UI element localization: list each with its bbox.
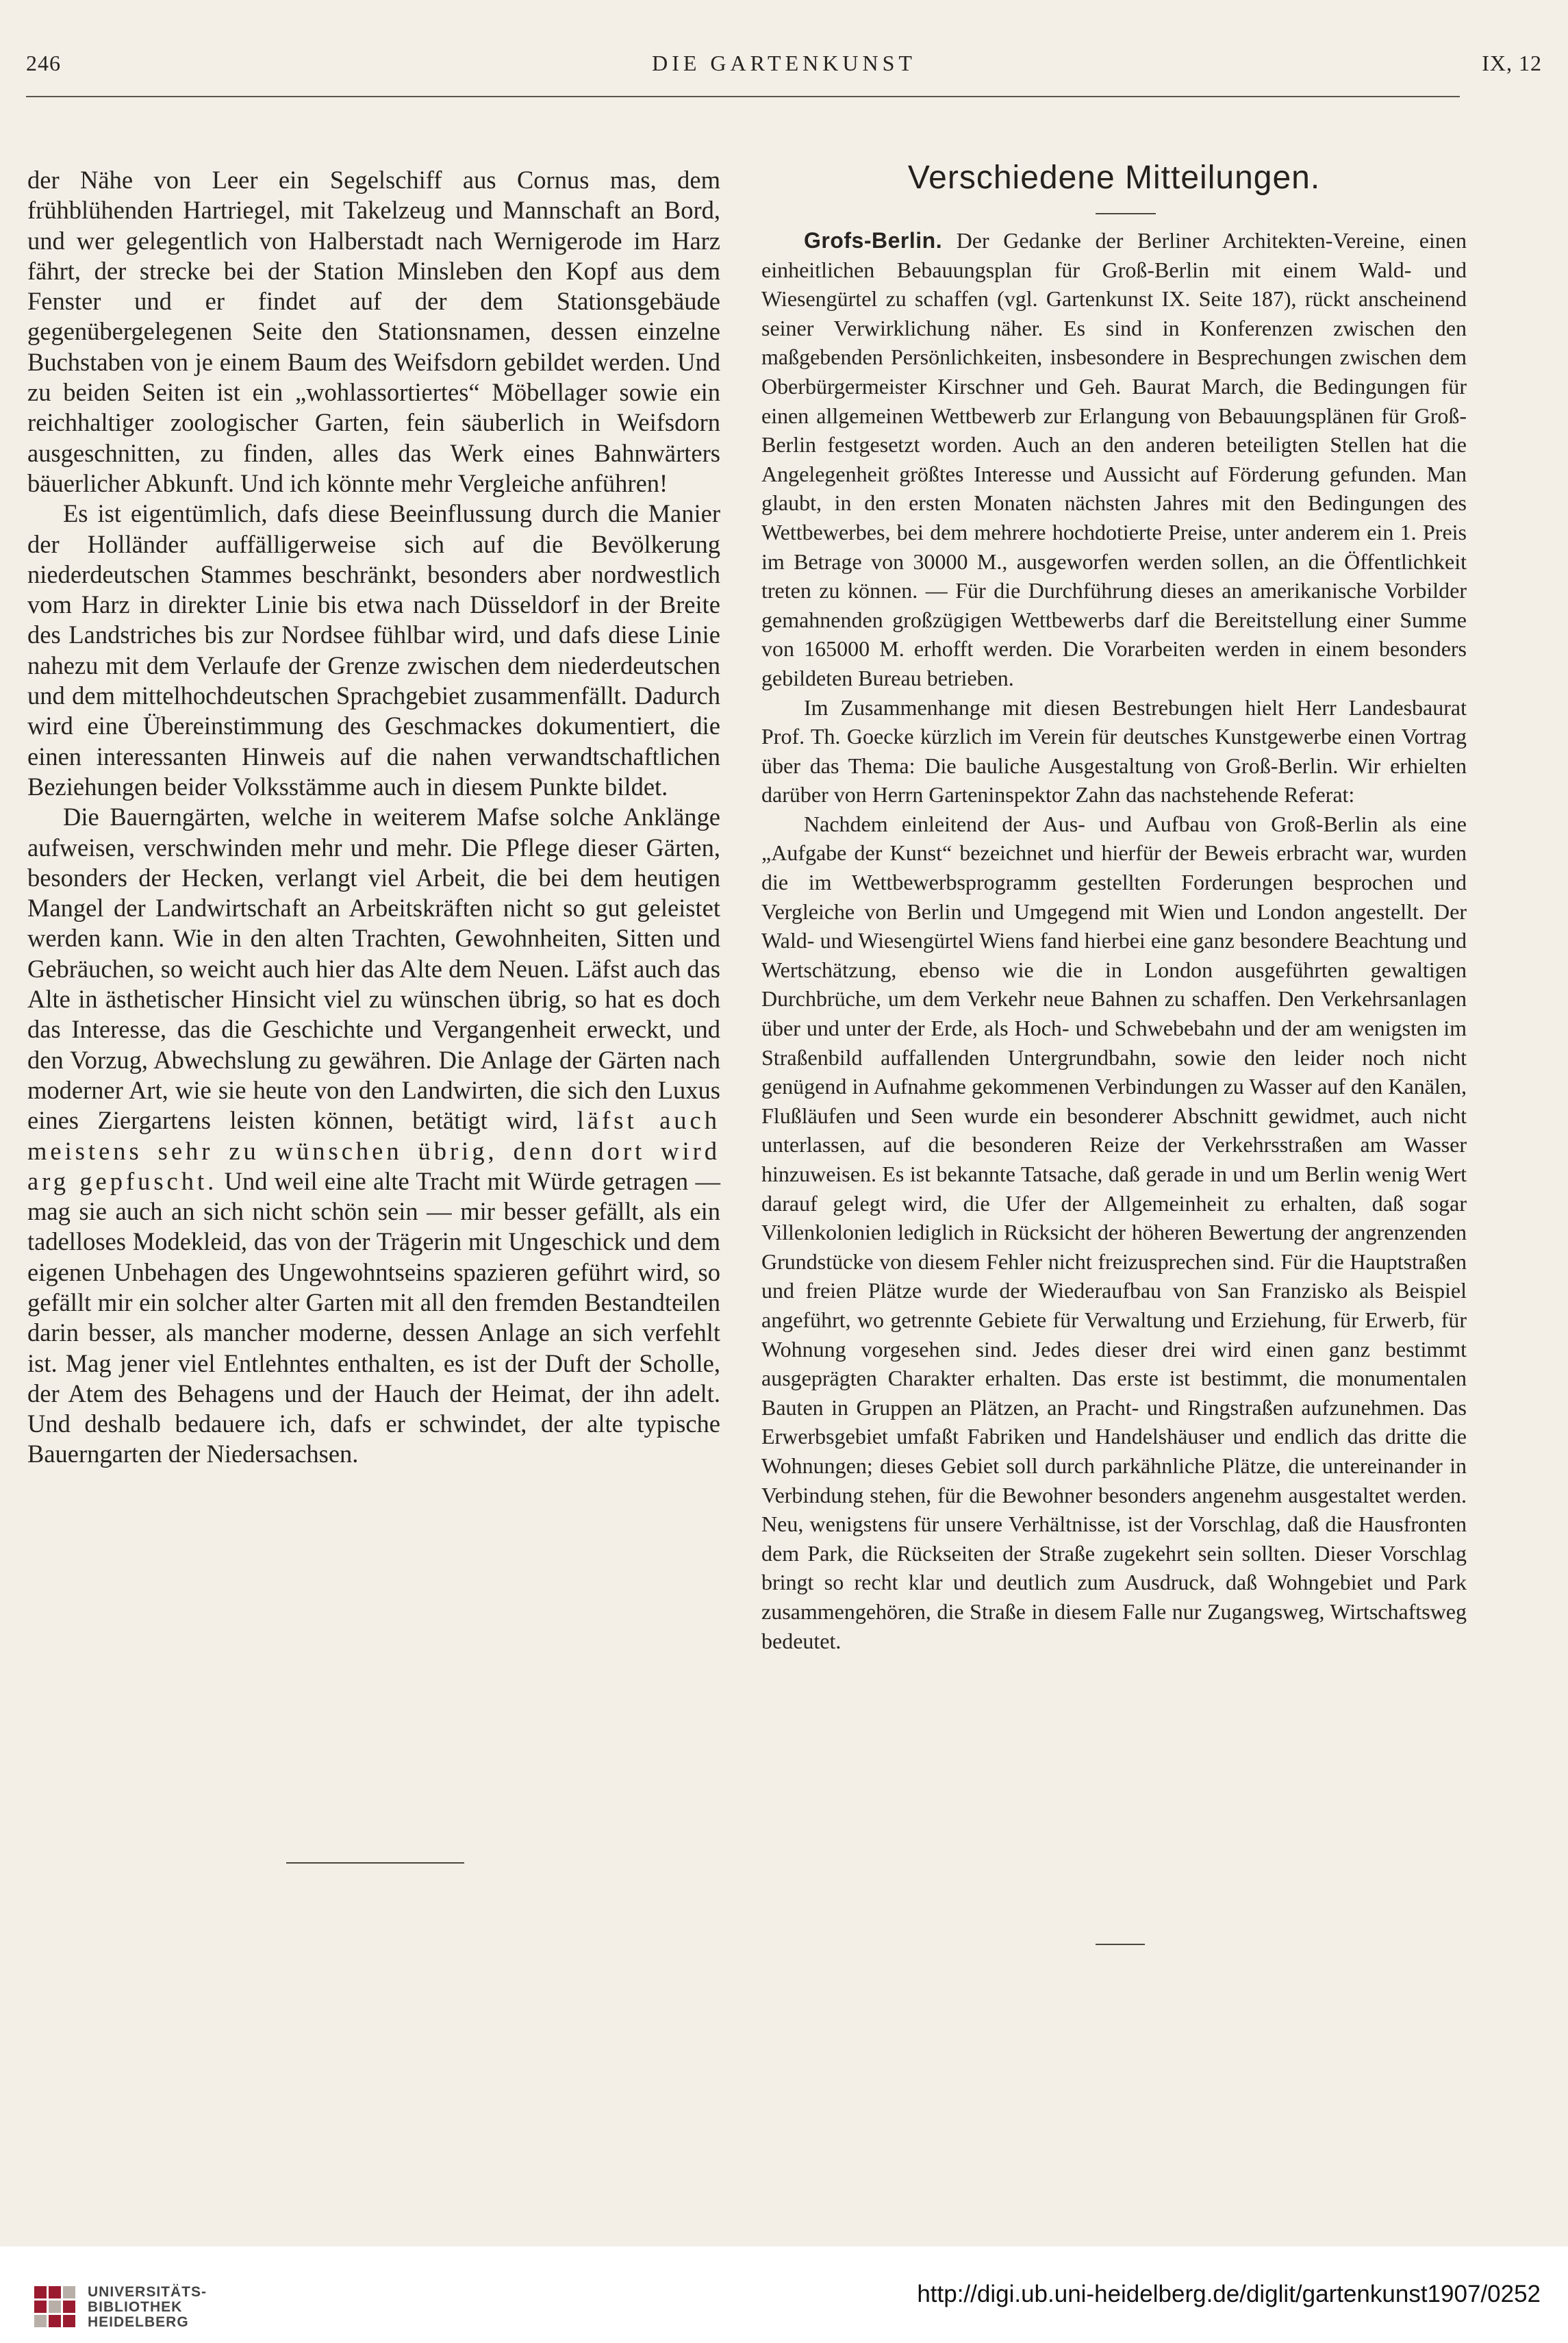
running-header bbox=[26, 51, 1542, 78]
right-paragraph-2: Im Zusammenhange mit diesen Bestrebungen hielt Herr Landesbaurat Prof. Th. Goecke kürzlich im Verein für deutsches Kunstgewerbe einen Vortrag über das Thema: Die bauliche Ausgestaltung von Groß-Berlin. Wir erhielten darüber von Herrn Garteninspektor Zahn das nachstehende Referat: bbox=[761, 694, 1467, 807]
article-end-rule bbox=[286, 1862, 464, 1864]
title-rule bbox=[1096, 213, 1156, 214]
library-name bbox=[88, 2285, 207, 2330]
left-paragraph-3-part-b: Und weil eine alte Tracht mit Würde getragen — mag sie auch an sich nicht schön sein — mir besser gefällt, als ein tadelloses Modekleid, das von der Trägerin mit Ungeschick und dem eigenen Unbehagen des Ungewohntseins spazieren geführt wird, so gefällt mir ein solcher alter Garten mit all den fremden Bestandteilen darin besser, als mancher moderne, dessen Anlage an sich verfehlt ist. Mag jener viel Entlehntes enthalten, es ist der Duft der Scholle, der Atem des Behagens und der Hauch der Heimat, der ihn adelt. Und deshalb bedauere ich, dafs er schwindet, der alte typische Bauerngarten der Niedersachsen. bbox=[27, 1166, 720, 1468]
right-paragraph-1-text: Der Gedanke der Berliner Architekten-Vereine, einen einheitlichen Bebauungsplan für Groß-Berlin mit einem Wald- und Wiesengürtel zu schaffen (vgl. Gartenkunst IX. Seite 187), rückt anscheinend seiner Verwirklichung näher. Es sind in Konferenzen zwischen den maßgebenden Persönlichkeiten, insbesondere in Besprechungen zwischen dem Oberbürgermeister Kirschner und Geh. Baurat March, die Bedingungen für einen allgemeinen Wettbewerb zur Erlangung von Bebauungsplänen für Groß-Berlin festgesetzt worden. Auch an den anderen beteiligten Stellen hat die Angelegenheit größtes Interesse und Aussicht auf Förderung gefunden. Man glaubt, in den ersten Monaten nächsten Jahres mit den Bedingungen des Wettbewerbes, bei dem mehrere hochdotierte Preise, unter anderem ein 1. Preis im Betrage von 30000 M., ausgeworfen werden sollen, an die Öffentlichkeit treten zu können. — Für die Durchführung dieses an amerikanische Vorbilder gemahnenden großzügigen Wettbewerbs darf die Bereitstellung einer Summe von 165000 M. erhofft werden. Die Vorarbeiten werden in einem besonders gebildeten Bureau betrieben. bbox=[761, 228, 1467, 690]
journal-title: DIE GARTENKUNST bbox=[652, 51, 916, 75]
library-name-line-1: UNIVERSITÄTS- bbox=[88, 2284, 207, 2300]
right-column bbox=[761, 226, 1467, 1655]
left-paragraph-2: Es ist eigentümlich, dafs diese Beeinflussung durch die Manier der Holländer auffälligerweise sich auf die Bevölkerung niederdeutschen Stammes beschränkt, besonders aber nordwestlich vom Harz in direkter Linie bis etwa nach Düsseldorf in der Breite des Landstriches bis zur Nordsee fühlbar wird, und dafs diese Linie nahezu mit dem Verlaufe der Grenze zwischen dem niederdeutschen und dem mittelhochdeutschen Sprachgebiet zusammenfällt. Dadurch wird eine Übereinstimmung des Geschmackes dokumentiert, die einen interessanten Hinweis auf die nahen verwandtschaftlichen Beziehungen beider Volksstämme auch in diesem Punkte bildet. bbox=[27, 499, 720, 801]
right-paragraph-1 bbox=[761, 226, 1467, 693]
news-heading: Grofs-Berlin. bbox=[804, 228, 943, 253]
left-paragraph-3 bbox=[27, 802, 720, 1470]
right-paragraph-3: Nachdem einleitend der Aus- und Aufbau von Groß-Berlin als eine „Aufgabe der Kunst“ bezeichnet und hierfür der Beweis erbracht war, wurden die im Wettbewerbsprogramm gestellten Forderungen besprochen und Vergleiche von Berlin und Umgegend mit Wien und London angestellt. Der Wald- und Wiesengürtel Wiens fand hierbei eine ganz besondere Beachtung und Wertschätzung, ebenso wie die in London ausgeführten gewaltigen Durchbrüche, um dem Verkehr neue Bahnen zu schaffen. Den Verkehrsanlagen über und unter der Erde, als Hoch- und Schwebebahn und der am wenigsten im Straßenbild auffallenden Untergrundbahn, sowie den leider noch nicht genügend in Aufnahme gekommenen Verbindungen zu Wasser auf den Kanälen, Flußläufen und Seen wurde ein besonderer Abschnitt gewidmet, auch nicht unterlassen, auf die besonderen Reize der Verkehrsstraßen am Wasser hinzuweisen. Es ist bekannte Tatsache, daß gerade in und um Berlin wenig Wert darauf gelegt wird, die Ufer der Allgemeinheit zu erhalten, daß sogar Villenkolonien lediglich in Rücksicht der höheren Bewertung der angrenzenden Grundstücke von diesem Fehler nicht freizusprechen sind. Für die Hauptstraßen und freien Plätze wurde der Wiederaufbau von San Franzisko als Beispiel angeführt, wo getrennte Gebiete für Verwaltung und Erziehung, für Erwerb, für Wohnung vorgesehen sind. Jedes dieser drei wird einen ganz bestimmt ausgeprägten Charakter erhalten. Das erste ist bestimmt, die monumentalen Bauten in Gruppen an Plätzen, an Pracht- und Ringstraßen aufzunehmen. Das Erwerbsgebiet umfaßt Fabriken und Handelshäuser und endlich das dritte die Wohnungen; dieses Gebiet soll durch parkähnliche Plätze, die untereinander in Verbindung stehen, für die Bewohner besonders angenehm ausgestaltet werden. Neu, wenigstens für unsere Verhältnisse, ist der Vorschlag, daß die Hausfronten dem Park, die Rückseiten der Straße zugekehrt sein sollten. Dieser Vorschlag bringt so recht klar und deutlich zum Ausdruck, daß Wohngebiet und Park zusammengehören, die Straße in diesem Falle nur Zugangsweg, Wirtschaftsweg bedeutet. bbox=[761, 811, 1467, 1653]
left-paragraph-3-part-a: Die Bauerngärten, welche in weiterem Mafse solche Anklänge aufweisen, verschwinden mehr und mehr. Die Pflege dieser Gärten, besonders der Hecken, verlangt viel Arbeit, die bei dem heutigen Mangel der Landwirtschaft an Arbeitskräften nicht so gut geleistet werden kann. Wie in den alten Trachten, Gewohnheiten, Sitten und Gebräuchen, so weicht auch hier das Alte dem Neuen. Läfst auch das Alte in ästhetischer Hinsicht viel zu wünschen übrig, so hat es doch das Interesse, das die Geschichte und Vergangenheit erweckt, und den Vorzug, Abwechslung zu gewähren. Die Anlage der Gärten nach moderner Art, wie sie heute von den Landwirten, die sich den Luxus eines Ziergartens leisten können, betätigt wird, bbox=[27, 803, 720, 1135]
header-rule bbox=[26, 96, 1460, 97]
page-number: 246 bbox=[26, 51, 61, 75]
digitization-footer bbox=[0, 2246, 1568, 2343]
section-title: Verschiedene Mitteilungen. bbox=[907, 160, 1321, 196]
library-name-line-3: HEIDELBERG bbox=[88, 2314, 189, 2330]
news-end-rule bbox=[1096, 1944, 1145, 1945]
emphasized-text: läfst auch meistens sehr zu wünschen übrig, denn dort wird arg gepfuscht. bbox=[27, 1106, 720, 1195]
left-paragraph-1: der Nähe von Leer ein Segelschiff aus Cornus mas, dem frühblühenden Hartriegel, mit Takelzeug und Mannschaft an Bord, und wer gelegentlich von Halberstadt nach Wernigerode im Harz fährt, der strecke bei der Station Minsleben den Kopf aus dem Fenster und er findet auf der dem Stationsgebäude gegenübergelegenen Seite den Stationsnamen, dessen einzelne Buchstaben von je einem Baum des Weifsdorn gebildet werden. Und zu beiden Seiten ist ein „wohlassortiertes“ Möbellager sowie ein reichhaltiger zoologischer Garten, fein säuberlich in Weifsdorn ausgeschnitten, zu finden, alles das Werk eines Bahnwärters bäuerlicher Abkunft. Und ich könnte mehr Vergleiche anführen! bbox=[27, 166, 720, 497]
university-library-logo-icon bbox=[33, 2285, 77, 2329]
volume-issue: IX, 12 bbox=[1482, 51, 1542, 75]
permalink-url[interactable]: http://digi.ub.uni-heidelberg.de/diglit/gartenkunst1907/0252 bbox=[917, 2281, 1541, 2307]
left-column bbox=[27, 165, 720, 1470]
library-name-line-2: BIBLIOTHEK bbox=[88, 2299, 183, 2315]
